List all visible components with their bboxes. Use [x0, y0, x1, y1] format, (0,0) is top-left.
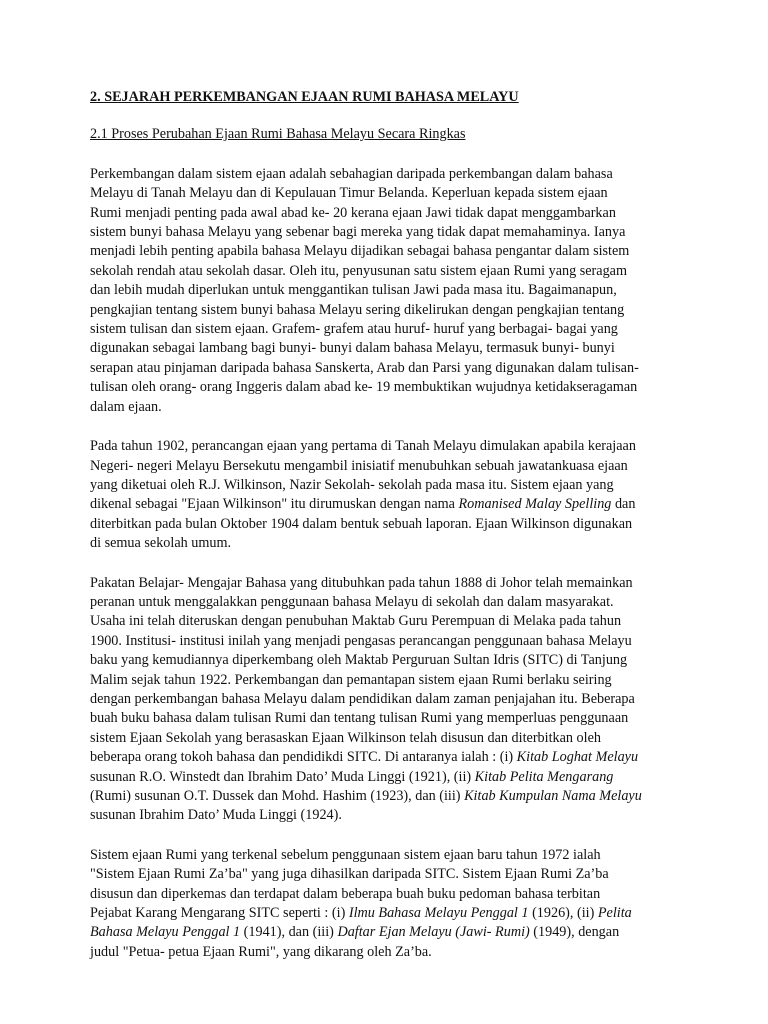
text-line: Usaha ini telah diteruskan dengan penubuhan Maktab Guru Perempuan di Melaka pada tahun — [90, 613, 622, 630]
text-line: di semua sekolah umum. — [90, 535, 232, 552]
text-line: pengkajian tentang sistem bunyi bahasa Melayu sering dikelirukan dengan pengkajian tentang — [90, 301, 625, 318]
text-run: dikenal sebagai "Ejaan Wilkinson" itu dirumuskan dengan nama — [90, 496, 459, 513]
text-line: Negeri- negeri Melayu Bersekutu mengambil inisiatif menubuhkan sebuah jawatankuasa ejaan — [90, 457, 628, 474]
text-line — [90, 748, 682, 767]
text-line: sistem Ejaan Sekolah yang berasaskan Ejaan Wilkinson telah disusun dan diterbitkan oleh — [90, 729, 601, 746]
subsection-heading: 2.1 Proses Perubahan Ejaan Rumi Bahasa Melayu Secara Ringkas — [90, 126, 466, 143]
text-line: Malim sejak tahun 1922. Perkembangan dan pemantapan sistem ejaan Rumi berlaku seiring — [90, 671, 612, 688]
text-run: dan — [611, 496, 636, 513]
text-line: tulisan oleh orang- orang Inggeris dalam abad ke- 19 membuktikan wujudnya ketidakseragaman — [90, 379, 638, 396]
text-run: (Rumi) susunan O.T. Dussek dan Mohd. Hashim (1923), dan (iii) — [90, 788, 465, 804]
text-line: baku yang kemudiannya diperkembang oleh Maktab Perguruan Sultan Idris (SITC) di Tanjung — [90, 652, 628, 669]
text-line: "Sistem Ejaan Rumi Za’ba" yang juga dihasilkan daripada SITC. Sistem Ejaan Rumi Za’ba — [90, 866, 609, 883]
italic-title: Kitab Kumpulan Nama Melayu — [464, 788, 642, 804]
section-heading: 2. SEJARAH PERKEMBANGAN EJAAN RUMI BAHASA MELAYU — [90, 89, 519, 105]
text-line — [90, 787, 682, 806]
italic-title: Ilmu Bahasa Melayu Penggal 1 — [348, 905, 529, 922]
text-line: Perkembangan dalam sistem ejaan adalah sebahagian daripada perkembangan dalam bahasa — [90, 165, 613, 182]
italic-title: Kitab Pelita Mengarang — [474, 768, 614, 785]
text-line: sistem tulisan dan sistem ejaan. Grafem- grafem atau huruf- huruf yang berbagai- bagai yang — [90, 321, 618, 338]
text-line: Rumi menjadi penting pada awal abad ke- 20 kerana ejaan Jawi tidak dapat menggambarkan — [90, 204, 616, 221]
text-line: diterbitkan pada bulan Oktober 1904 dalam bentuk sebuah laporan. Ejaan Wilkinson digunakan — [90, 515, 633, 532]
text-line: dengan perkembangan bahasa Melayu dalam pendidikan dalam zaman penjajahan itu. Beberapa — [90, 690, 635, 707]
italic-title: Romanised Malay Spelling — [458, 496, 612, 513]
text-line — [90, 904, 682, 923]
text-line: judul "Petua- petua Ejaan Rumi", yang dikarang oleh Za’ba. — [90, 943, 432, 960]
text-line: peranan untuk menggalakkan penggunaan bahasa Melayu di sekolah dan dalam masyarakat. — [90, 593, 614, 610]
text-line — [90, 495, 682, 514]
paragraph-3 — [90, 574, 682, 826]
text-run: Pejabat Karang Mengarang SITC seperti : (i) — [90, 905, 349, 922]
text-line: digunakan sebagai lambang bagi bunyi- bunyi dalam bahasa Melayu, termasuk bunyi- bunyi — [90, 340, 615, 357]
text-line: dalam ejaan. — [90, 398, 162, 415]
text-line: serapan atau pinjaman daripada bahasa Sanskerta, Arab dan Parsi yang digunakan dalam tulisan- — [90, 359, 639, 376]
text-line: 1900. Institusi- institusi inilah yang menjadi pengasas perancangan penggunaan bahasa Melayu — [90, 632, 632, 649]
paragraph-4 — [90, 846, 682, 962]
text-line: menjadi lebih penting apabila bahasa Melayu dijadikan sebagai bahasa pengantar dalam sistem — [90, 243, 630, 260]
document-page — [90, 88, 682, 982]
text-line: Melayu di Tanah Melayu dan di Kepulauan Timur Belanda. Keperluan kepada sistem ejaan — [90, 185, 608, 202]
text-line — [90, 923, 682, 942]
paragraph-1 — [90, 165, 682, 417]
text-line: Pakatan Belajar- Mengajar Bahasa yang ditubuhkan pada tahun 1888 di Johor telah memainkan — [90, 574, 633, 591]
text-line: susunan Ibrahim Dato’ Muda Linggi (1924). — [90, 807, 342, 824]
text-run: (1949), dengan — [529, 924, 620, 941]
text-run: (1941), dan (iii) — [240, 924, 338, 941]
text-run: susunan R.O. Winstedt dan Ibrahim Dato’ Muda Linggi (1921), (ii) — [90, 768, 475, 785]
italic-title: Daftar Ejan Melayu (Jawi- Rumi) — [337, 924, 530, 941]
text-line: Pada tahun 1902, perancangan ejaan yang pertama di Tanah Melayu dimulakan apabila kerajaan — [90, 438, 636, 455]
text-line: Sistem ejaan Rumi yang terkenal sebelum penggunaan sistem ejaan baru tahun 1972 ialah — [90, 846, 601, 863]
italic-title: Bahasa Melayu Penggal 1 — [90, 924, 241, 941]
text-line: yang diketuai oleh R.J. Wilkinson, Nazir Sekolah- sekolah pada masa itu. Sistem ejaan yang — [90, 476, 614, 493]
text-run: beberapa orang tokoh bahasa dan pendidikdi SITC. Di antaranya ialah : (i) — [90, 749, 517, 766]
text-line: dan lebih mudah diperlukan untuk menggantikan tulisan Jawi pada masa itu. Bagaimanapun, — [90, 282, 617, 299]
text-line: sekolah rendah atau sekolah dasar. Oleh itu, penyusunan satu sistem ejaan Rumi yang seragam — [90, 262, 628, 279]
paragraph-2 — [90, 437, 682, 553]
text-line — [90, 768, 682, 787]
text-line: sistem bunyi bahasa Melayu yang sebenar bagi mereka yang tidak dapat memahaminya. Ianya — [90, 224, 626, 241]
text-line: buah buku bahasa dalam tulisan Rumi dan tentang tulisan Rumi yang memperluas penggunaan — [90, 710, 629, 727]
text-run: (1926), (ii) — [528, 905, 598, 922]
italic-title: Pelita — [597, 905, 632, 922]
text-line: disusun dan diperkemas dan terdapat dalam beberapa buah buku pedoman bahasa terbitan — [90, 885, 601, 902]
italic-title: Kitab Loghat Melayu — [516, 749, 639, 766]
